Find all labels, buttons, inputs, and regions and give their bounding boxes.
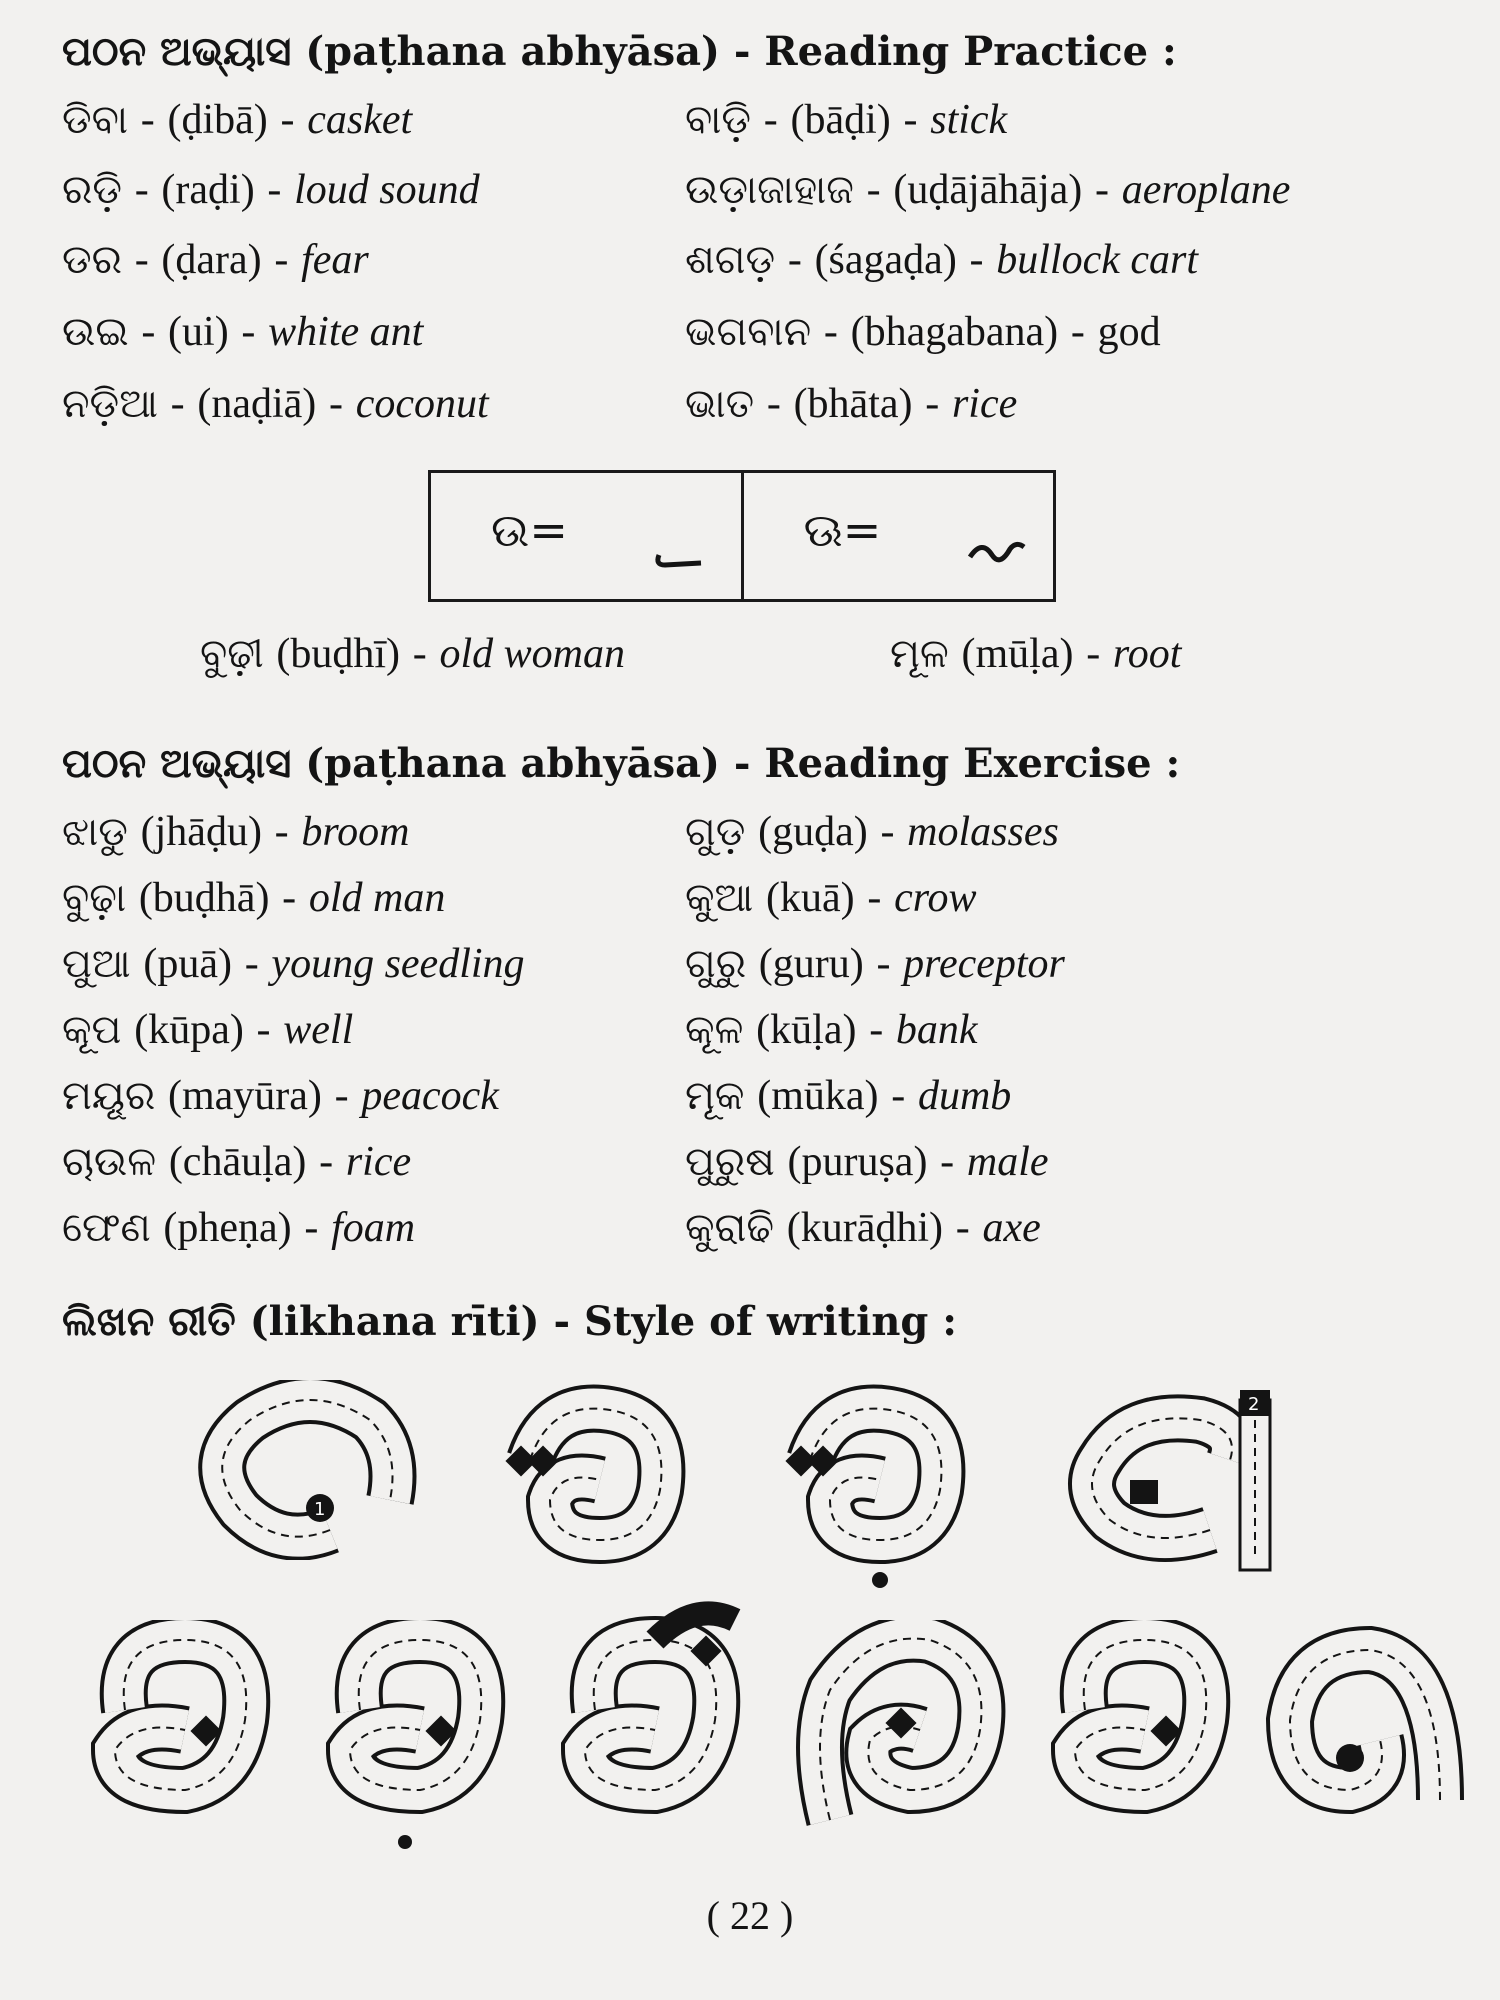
practice-row: ବାଡ଼ି - (bāḍi) - stick: [685, 97, 1008, 143]
stroke-glyph-row2-3: [545, 1600, 765, 1830]
reading-practice-heading: ପଠନ ଅଭ୍ୟାସ (paṭhana abhyāsa) - Reading Practice :: [62, 28, 1177, 75]
exercise-row: ଚାଉଳ (chāuḷa) - rice: [62, 1139, 412, 1185]
step-number: 2: [1248, 1394, 1260, 1415]
stroke-glyph-u: [180, 1380, 420, 1560]
exercise-row: ପୁରୁଷ (puruṣa) - male: [685, 1139, 1049, 1185]
exercise-row: କୂଳ (kūḷa) - bank: [685, 1007, 978, 1053]
stroke-glyph-uu: [770, 1380, 990, 1590]
exercise-row: ପୁଆ (puā) - young seedling: [62, 941, 525, 987]
exercise-row: କୁରାଢି (kurāḍhi) - axe: [685, 1205, 1041, 1251]
practice-row: ଡର - (ḍara) - fear: [62, 237, 369, 283]
stroke-glyph-row2-4: [790, 1620, 1010, 1860]
practice-row: ଭଗବାନ - (bhagabana) - god: [685, 309, 1161, 355]
practice-row: ନଡ଼ିଆ - (naḍiā) - coconut: [62, 381, 489, 427]
exercise-row: ଫେଣ (pheṇa) - foam: [62, 1205, 416, 1251]
exercise-row: କୁଆ (kuā) - crow: [685, 875, 977, 921]
exercise-row: ଗୁଡ଼ (guḍa) - molasses: [685, 809, 1059, 855]
u-matra-glyph: [651, 533, 711, 573]
symbol-example: ମୂଳ (mūḷa) - root: [890, 631, 1182, 677]
practice-row: ରଡ଼ି - (raḍi) - loud sound: [62, 167, 480, 213]
symbol-example: ବୁଢ଼ୀ (buḍhī) - old woman: [200, 631, 626, 677]
stroke-glyph-row2-6: [1240, 1620, 1480, 1850]
practice-row: ଭାତ - (bhāta) - rice: [685, 381, 1018, 427]
stroke-glyph-row2-5: [1035, 1620, 1235, 1850]
step-number: 1: [314, 1499, 326, 1520]
symbol-cell-uu: [741, 473, 1054, 599]
page-number: ( 22 ): [706, 1893, 794, 1938]
exercise-row: କୂପ (kūpa) - well: [62, 1007, 354, 1053]
style-of-writing-heading: ଲିଖନ ରୀତି (likhana rīti) - Style of writing :: [62, 1298, 958, 1345]
practice-row: ଶଗଡ଼ - (śagaḍa) - bullock cart: [685, 237, 1199, 283]
symbol-cell-u: [431, 473, 741, 599]
exercise-row: ଝାଡୁ (jhāḍu) - broom: [62, 809, 410, 855]
stroke-glyph-o: [1060, 1380, 1290, 1580]
practice-row: ଉଇ - (ui) - white ant: [62, 309, 424, 355]
exercise-row: ବୁଢ଼ା (buḍhā) - old man: [62, 875, 446, 921]
practice-row: ଡିବା - (ḍibā) - casket: [62, 97, 413, 143]
stroke-glyph-u-variant: [490, 1380, 710, 1580]
vowel-symbol-box: [428, 470, 1056, 602]
stroke-glyph-row2-2: [310, 1620, 525, 1850]
symbol-label: ଊ=: [803, 503, 882, 557]
reading-exercise-heading: ପଠନ ଅଭ୍ୟାସ (paṭhana abhyāsa) - Reading Exercise :: [62, 740, 1181, 787]
uu-matra-glyph: [964, 533, 1034, 573]
exercise-row: ଗୁରୁ (guru) - preceptor: [685, 941, 1065, 987]
symbol-label: ଉ=: [491, 503, 568, 557]
stroke-glyph-row2-1: [75, 1620, 290, 1850]
exercise-row: ମୟୂର (mayūra) - peacock: [62, 1073, 499, 1119]
practice-row: ଉଡ଼ାଜାହାଜ - (uḍājāhāja) - aeroplane: [685, 167, 1291, 213]
exercise-row: ମୂକ (mūka) - dumb: [685, 1073, 1012, 1119]
